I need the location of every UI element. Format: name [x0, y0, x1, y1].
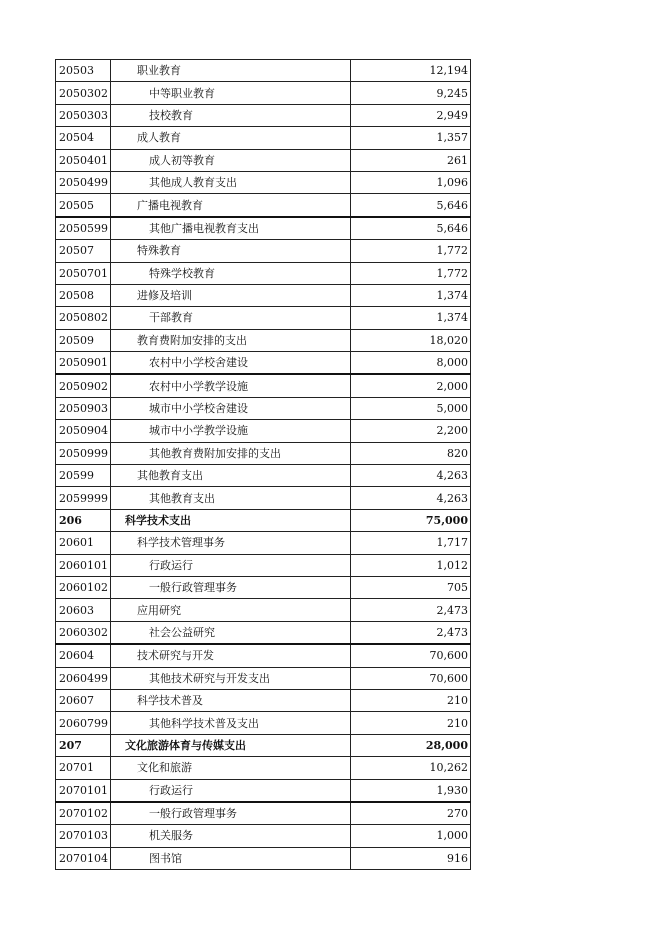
subject-code-cell: 20701	[56, 757, 111, 779]
table-row	[56, 262, 471, 284]
table-row	[56, 689, 471, 711]
amount-cell: 75,000	[351, 509, 471, 531]
amount-cell: 1,374	[351, 307, 471, 329]
budget-table-body	[56, 60, 471, 870]
subject-name-cell: 其他成人教育支出	[111, 171, 351, 193]
subject-name-cell: 广播电视教育	[111, 194, 351, 217]
amount-cell: 18,020	[351, 329, 471, 351]
subject-name-cell: 成人初等教育	[111, 149, 351, 171]
subject-name-cell: 科学技术支出	[111, 509, 351, 531]
subject-code-cell: 2050901	[56, 352, 111, 375]
amount-cell: 70,600	[351, 667, 471, 689]
amount-cell: 261	[351, 149, 471, 171]
subject-name-cell: 一般行政管理事务	[111, 576, 351, 598]
table-row	[56, 329, 471, 351]
amount-cell: 10,262	[351, 757, 471, 779]
table-row	[56, 825, 471, 847]
subject-code-cell: 20601	[56, 532, 111, 554]
subject-name-cell: 其他技术研究与开发支出	[111, 667, 351, 689]
table-row	[56, 442, 471, 464]
table-row	[56, 667, 471, 689]
subject-code-cell: 20509	[56, 329, 111, 351]
amount-cell: 2,000	[351, 374, 471, 397]
subject-name-cell: 其他教育支出	[111, 465, 351, 487]
subject-name-cell: 技校教育	[111, 104, 351, 126]
subject-code-cell: 20505	[56, 194, 111, 217]
amount-cell: 4,263	[351, 487, 471, 509]
amount-cell: 5,000	[351, 397, 471, 419]
subject-name-cell: 行政运行	[111, 554, 351, 576]
table-row	[56, 374, 471, 397]
subject-name-cell: 农村中小学教学设施	[111, 374, 351, 397]
subject-code-cell: 2060499	[56, 667, 111, 689]
budget-table	[55, 59, 471, 870]
table-row	[56, 621, 471, 644]
table-row	[56, 644, 471, 667]
subject-code-cell: 2060101	[56, 554, 111, 576]
subject-name-cell: 应用研究	[111, 599, 351, 621]
subject-name-cell: 图书馆	[111, 847, 351, 869]
subject-code-cell: 2050999	[56, 442, 111, 464]
amount-cell: 705	[351, 576, 471, 598]
subject-name-cell: 其他科学技术普及支出	[111, 712, 351, 734]
subject-name-cell: 进修及培训	[111, 284, 351, 306]
table-row	[56, 487, 471, 509]
table-row	[56, 127, 471, 149]
table-row	[56, 171, 471, 193]
amount-cell: 12,194	[351, 60, 471, 82]
subject-name-cell: 城市中小学校舍建设	[111, 397, 351, 419]
subject-code-cell: 20603	[56, 599, 111, 621]
subject-name-cell: 机关服务	[111, 825, 351, 847]
subject-code-cell: 20599	[56, 465, 111, 487]
subject-code-cell: 20607	[56, 689, 111, 711]
amount-cell: 1,717	[351, 532, 471, 554]
subject-code-cell: 20503	[56, 60, 111, 82]
table-row	[56, 397, 471, 419]
subject-code-cell: 2050802	[56, 307, 111, 329]
table-row	[56, 532, 471, 554]
table-row	[56, 734, 471, 756]
subject-code-cell: 2050499	[56, 171, 111, 193]
table-row	[56, 104, 471, 126]
subject-code-cell: 2050302	[56, 82, 111, 104]
table-row	[56, 847, 471, 869]
subject-code-cell: 2060799	[56, 712, 111, 734]
amount-cell: 8,000	[351, 352, 471, 375]
subject-code-cell: 20504	[56, 127, 111, 149]
table-row	[56, 554, 471, 576]
subject-name-cell: 一般行政管理事务	[111, 802, 351, 825]
amount-cell: 2,200	[351, 420, 471, 442]
table-row	[56, 217, 471, 240]
subject-name-cell: 其他教育支出	[111, 487, 351, 509]
amount-cell: 1,930	[351, 779, 471, 802]
amount-cell: 4,263	[351, 465, 471, 487]
amount-cell: 270	[351, 802, 471, 825]
table-row	[56, 802, 471, 825]
amount-cell: 1,374	[351, 284, 471, 306]
subject-name-cell: 技术研究与开发	[111, 644, 351, 667]
amount-cell: 1,772	[351, 262, 471, 284]
subject-code-cell: 2050599	[56, 217, 111, 240]
subject-name-cell: 城市中小学教学设施	[111, 420, 351, 442]
table-row	[56, 307, 471, 329]
amount-cell: 210	[351, 689, 471, 711]
subject-name-cell: 科学技术管理事务	[111, 532, 351, 554]
table-row	[56, 757, 471, 779]
amount-cell: 1,000	[351, 825, 471, 847]
table-row	[56, 352, 471, 375]
subject-name-cell: 其他广播电视教育支出	[111, 217, 351, 240]
subject-name-cell: 特殊学校教育	[111, 262, 351, 284]
subject-code-cell: 20604	[56, 644, 111, 667]
amount-cell: 2,473	[351, 621, 471, 644]
table-row	[56, 576, 471, 598]
amount-cell: 2,949	[351, 104, 471, 126]
subject-code-cell: 2070103	[56, 825, 111, 847]
table-row	[56, 509, 471, 531]
subject-code-cell: 2059999	[56, 487, 111, 509]
table-row	[56, 149, 471, 171]
subject-name-cell: 文化旅游体育与传媒支出	[111, 734, 351, 756]
subject-code-cell: 2050904	[56, 420, 111, 442]
amount-cell: 28,000	[351, 734, 471, 756]
subject-name-cell: 教育费附加安排的支出	[111, 329, 351, 351]
table-row	[56, 240, 471, 262]
table-row	[56, 779, 471, 802]
amount-cell: 5,646	[351, 194, 471, 217]
subject-code-cell: 2050401	[56, 149, 111, 171]
subject-name-cell: 特殊教育	[111, 240, 351, 262]
table-row	[56, 465, 471, 487]
amount-cell: 210	[351, 712, 471, 734]
subject-name-cell: 成人教育	[111, 127, 351, 149]
subject-code-cell: 2050902	[56, 374, 111, 397]
subject-name-cell: 中等职业教育	[111, 82, 351, 104]
amount-cell: 70,600	[351, 644, 471, 667]
amount-cell: 5,646	[351, 217, 471, 240]
amount-cell: 1,096	[351, 171, 471, 193]
subject-name-cell: 农村中小学校舍建设	[111, 352, 351, 375]
amount-cell: 9,245	[351, 82, 471, 104]
subject-name-cell: 科学技术普及	[111, 689, 351, 711]
subject-code-cell: 2070101	[56, 779, 111, 802]
table-row	[56, 712, 471, 734]
subject-code-cell: 2060102	[56, 576, 111, 598]
table-row	[56, 60, 471, 82]
amount-cell: 916	[351, 847, 471, 869]
amount-cell: 1,772	[351, 240, 471, 262]
subject-code-cell: 207	[56, 734, 111, 756]
subject-code-cell: 2060302	[56, 621, 111, 644]
subject-code-cell: 206	[56, 509, 111, 531]
subject-name-cell: 其他教育费附加安排的支出	[111, 442, 351, 464]
subject-name-cell: 职业教育	[111, 60, 351, 82]
amount-cell: 2,473	[351, 599, 471, 621]
subject-name-cell: 文化和旅游	[111, 757, 351, 779]
table-row	[56, 420, 471, 442]
subject-name-cell: 干部教育	[111, 307, 351, 329]
table-row	[56, 284, 471, 306]
subject-code-cell: 2050903	[56, 397, 111, 419]
table-row	[56, 194, 471, 217]
subject-code-cell: 20508	[56, 284, 111, 306]
table-row	[56, 82, 471, 104]
subject-name-cell: 社会公益研究	[111, 621, 351, 644]
table-row	[56, 599, 471, 621]
subject-code-cell: 20507	[56, 240, 111, 262]
subject-code-cell: 2050701	[56, 262, 111, 284]
amount-cell: 1,012	[351, 554, 471, 576]
amount-cell: 1,357	[351, 127, 471, 149]
subject-code-cell: 2070104	[56, 847, 111, 869]
amount-cell: 820	[351, 442, 471, 464]
subject-name-cell: 行政运行	[111, 779, 351, 802]
subject-code-cell: 2070102	[56, 802, 111, 825]
subject-code-cell: 2050303	[56, 104, 111, 126]
